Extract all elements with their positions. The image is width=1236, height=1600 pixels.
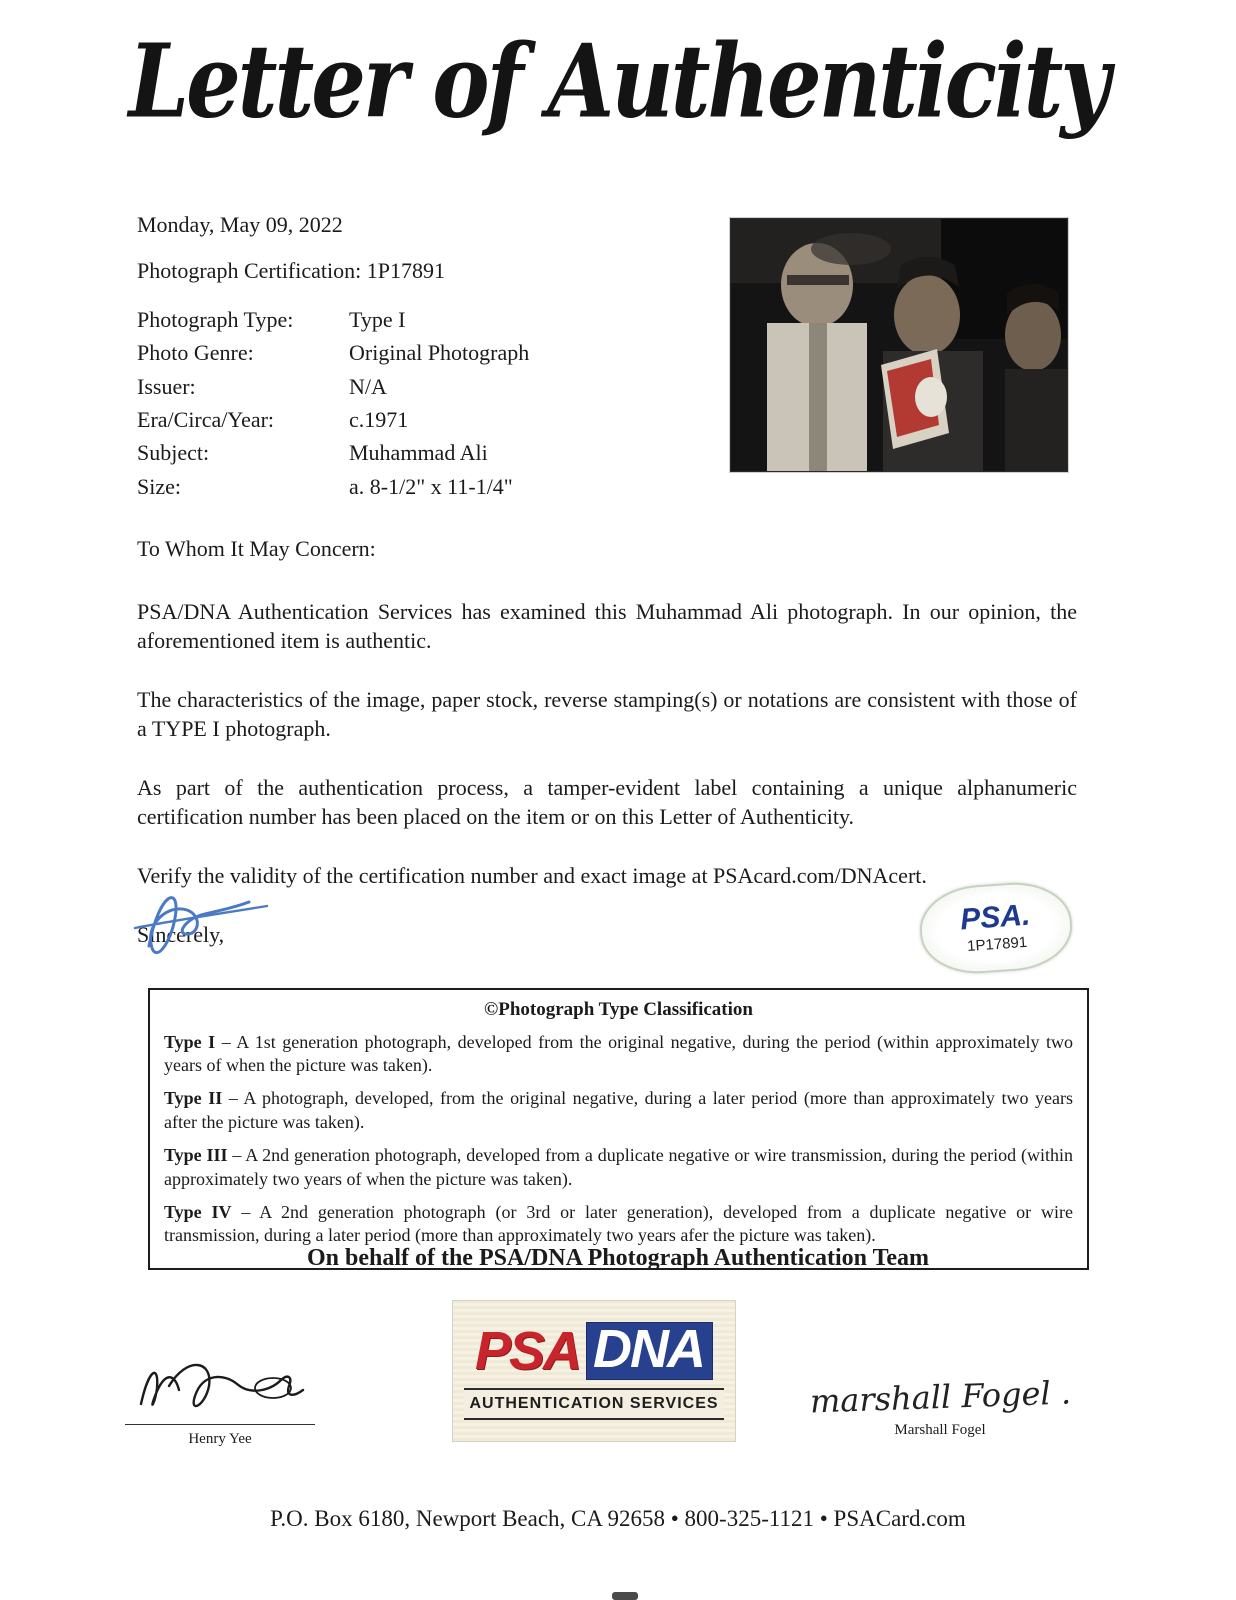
paragraph-characteristics: The characteristics of the image, paper stock, reverse stamping(s) or notations are consistent with those of a TYPE I photograph. xyxy=(137,687,1077,742)
henry-yee-signature xyxy=(125,1346,315,1425)
letter-body xyxy=(137,534,1077,949)
detail-row-photo-genre xyxy=(137,340,529,366)
dna-wordmark: DNA xyxy=(586,1322,713,1381)
scan-artifact xyxy=(612,1592,638,1600)
psa-wordmark: PSA xyxy=(474,1320,581,1381)
authentication-services-strip: AUTHENTICATION SERVICES xyxy=(464,1388,723,1420)
detail-value: c.1971 xyxy=(349,406,409,432)
date-line: Monday, May 09, 2022 xyxy=(137,212,343,237)
certification-line: Photograph Certification: 1P17891 xyxy=(137,258,445,284)
psa-dna-wordmark xyxy=(474,1318,713,1381)
detail-label: Photograph Type: xyxy=(137,306,294,332)
details-table xyxy=(137,307,529,500)
detail-row-era xyxy=(137,407,529,433)
detail-value: Type I xyxy=(349,306,406,332)
classification-text: – A 2nd generation photograph (or 3rd or later generation), developed from a duplicate negative or wire transmission, during a later period (more than approximately two years afer the picture was taken). xyxy=(164,1202,1073,1246)
footer-contact-line: P.O. Box 6180, Newport Beach, CA 92658 • 800-325-1121 • PSACard.com xyxy=(270,1506,966,1531)
classification-type-4 xyxy=(164,1201,1073,1248)
signature-scribble-icon xyxy=(125,1346,315,1424)
classification-term: Type III xyxy=(164,1145,228,1166)
classification-heading: ©Photograph Type Classification xyxy=(484,999,753,1020)
detail-row-size xyxy=(137,474,529,500)
classification-text: – A photograph, developed, from the original negative, during a later period (more than approximately two years after the picture was taken). xyxy=(164,1088,1073,1132)
detail-row-issuer xyxy=(137,374,529,400)
classification-type-3 xyxy=(164,1144,1073,1191)
signature-scribble-icon xyxy=(125,872,275,972)
signer-henry-yee xyxy=(125,1346,315,1448)
paragraph-verify: Verify the validity of the certification number and exact image at PSAcard.com/DNAcert. xyxy=(137,863,927,889)
closing: Sincerely, xyxy=(137,922,225,948)
classification-term: Type IV xyxy=(164,1202,232,1223)
detail-value: a. 8-1/2" x 11-1/4" xyxy=(349,473,513,499)
page-title: Letter of Authenticity xyxy=(128,22,1108,142)
detail-row-subject xyxy=(137,440,529,466)
classification-term: Type II xyxy=(164,1088,223,1109)
marshall-fogel-signature: marshall Fogel . xyxy=(809,1373,1072,1421)
classification-term: Type I xyxy=(164,1031,216,1052)
paragraph-label: As part of the authentication process, a tamper-evident label containing a unique alphanumeric certification number has been placed on the item or on this Letter of Authenticity. xyxy=(137,775,1077,830)
detail-value: N/A xyxy=(349,373,387,399)
detail-label: Size: xyxy=(137,473,181,499)
certificate-meta xyxy=(137,212,529,507)
sticker-cert-number: 1P17891 xyxy=(966,933,1028,956)
detail-label: Era/Circa/Year: xyxy=(137,406,275,432)
psa-sticker-logo: PSA. xyxy=(959,898,1032,937)
classification-type-1 xyxy=(164,1031,1073,1078)
paragraph-authenticity: PSA/DNA Authentication Services has examined this Muhammad Ali photograph. In our opinion, the aforementioned item is authentic. xyxy=(137,599,1077,654)
classification-text: – A 2nd generation photograph, developed from a duplicate negative or wire transmission, during the period (within approximately two years of when the picture was taken). xyxy=(164,1145,1074,1189)
signer-name: Marshall Fogel xyxy=(894,1422,986,1438)
ali-photograph xyxy=(730,218,1068,472)
psa-dna-logo xyxy=(452,1300,736,1442)
salutation: To Whom It May Concern: xyxy=(137,536,376,561)
detail-value: Original Photograph xyxy=(349,340,530,366)
detail-row-photograph-type xyxy=(137,307,529,333)
detail-label: Subject: xyxy=(137,440,210,466)
photograph-type-classification-box xyxy=(148,988,1089,1270)
classification-text: – A 1st generation photograph, developed from the original negative, during the period (within approximately two years of when the picture was taken). xyxy=(164,1031,1073,1076)
signer-name: Henry Yee xyxy=(188,1431,252,1447)
authenticator-signature xyxy=(125,872,275,972)
detail-label: Photo Genre: xyxy=(137,340,254,366)
photo-illustration xyxy=(731,219,1067,471)
classification-type-2 xyxy=(164,1087,1073,1134)
signer-marshall-fogel xyxy=(790,1352,1090,1439)
behalf-line: On behalf of the PSA/DNA Photograph Authentication Team xyxy=(306,1245,930,1271)
detail-label: Issuer: xyxy=(137,373,196,399)
detail-value: Muhammad Ali xyxy=(349,440,488,466)
